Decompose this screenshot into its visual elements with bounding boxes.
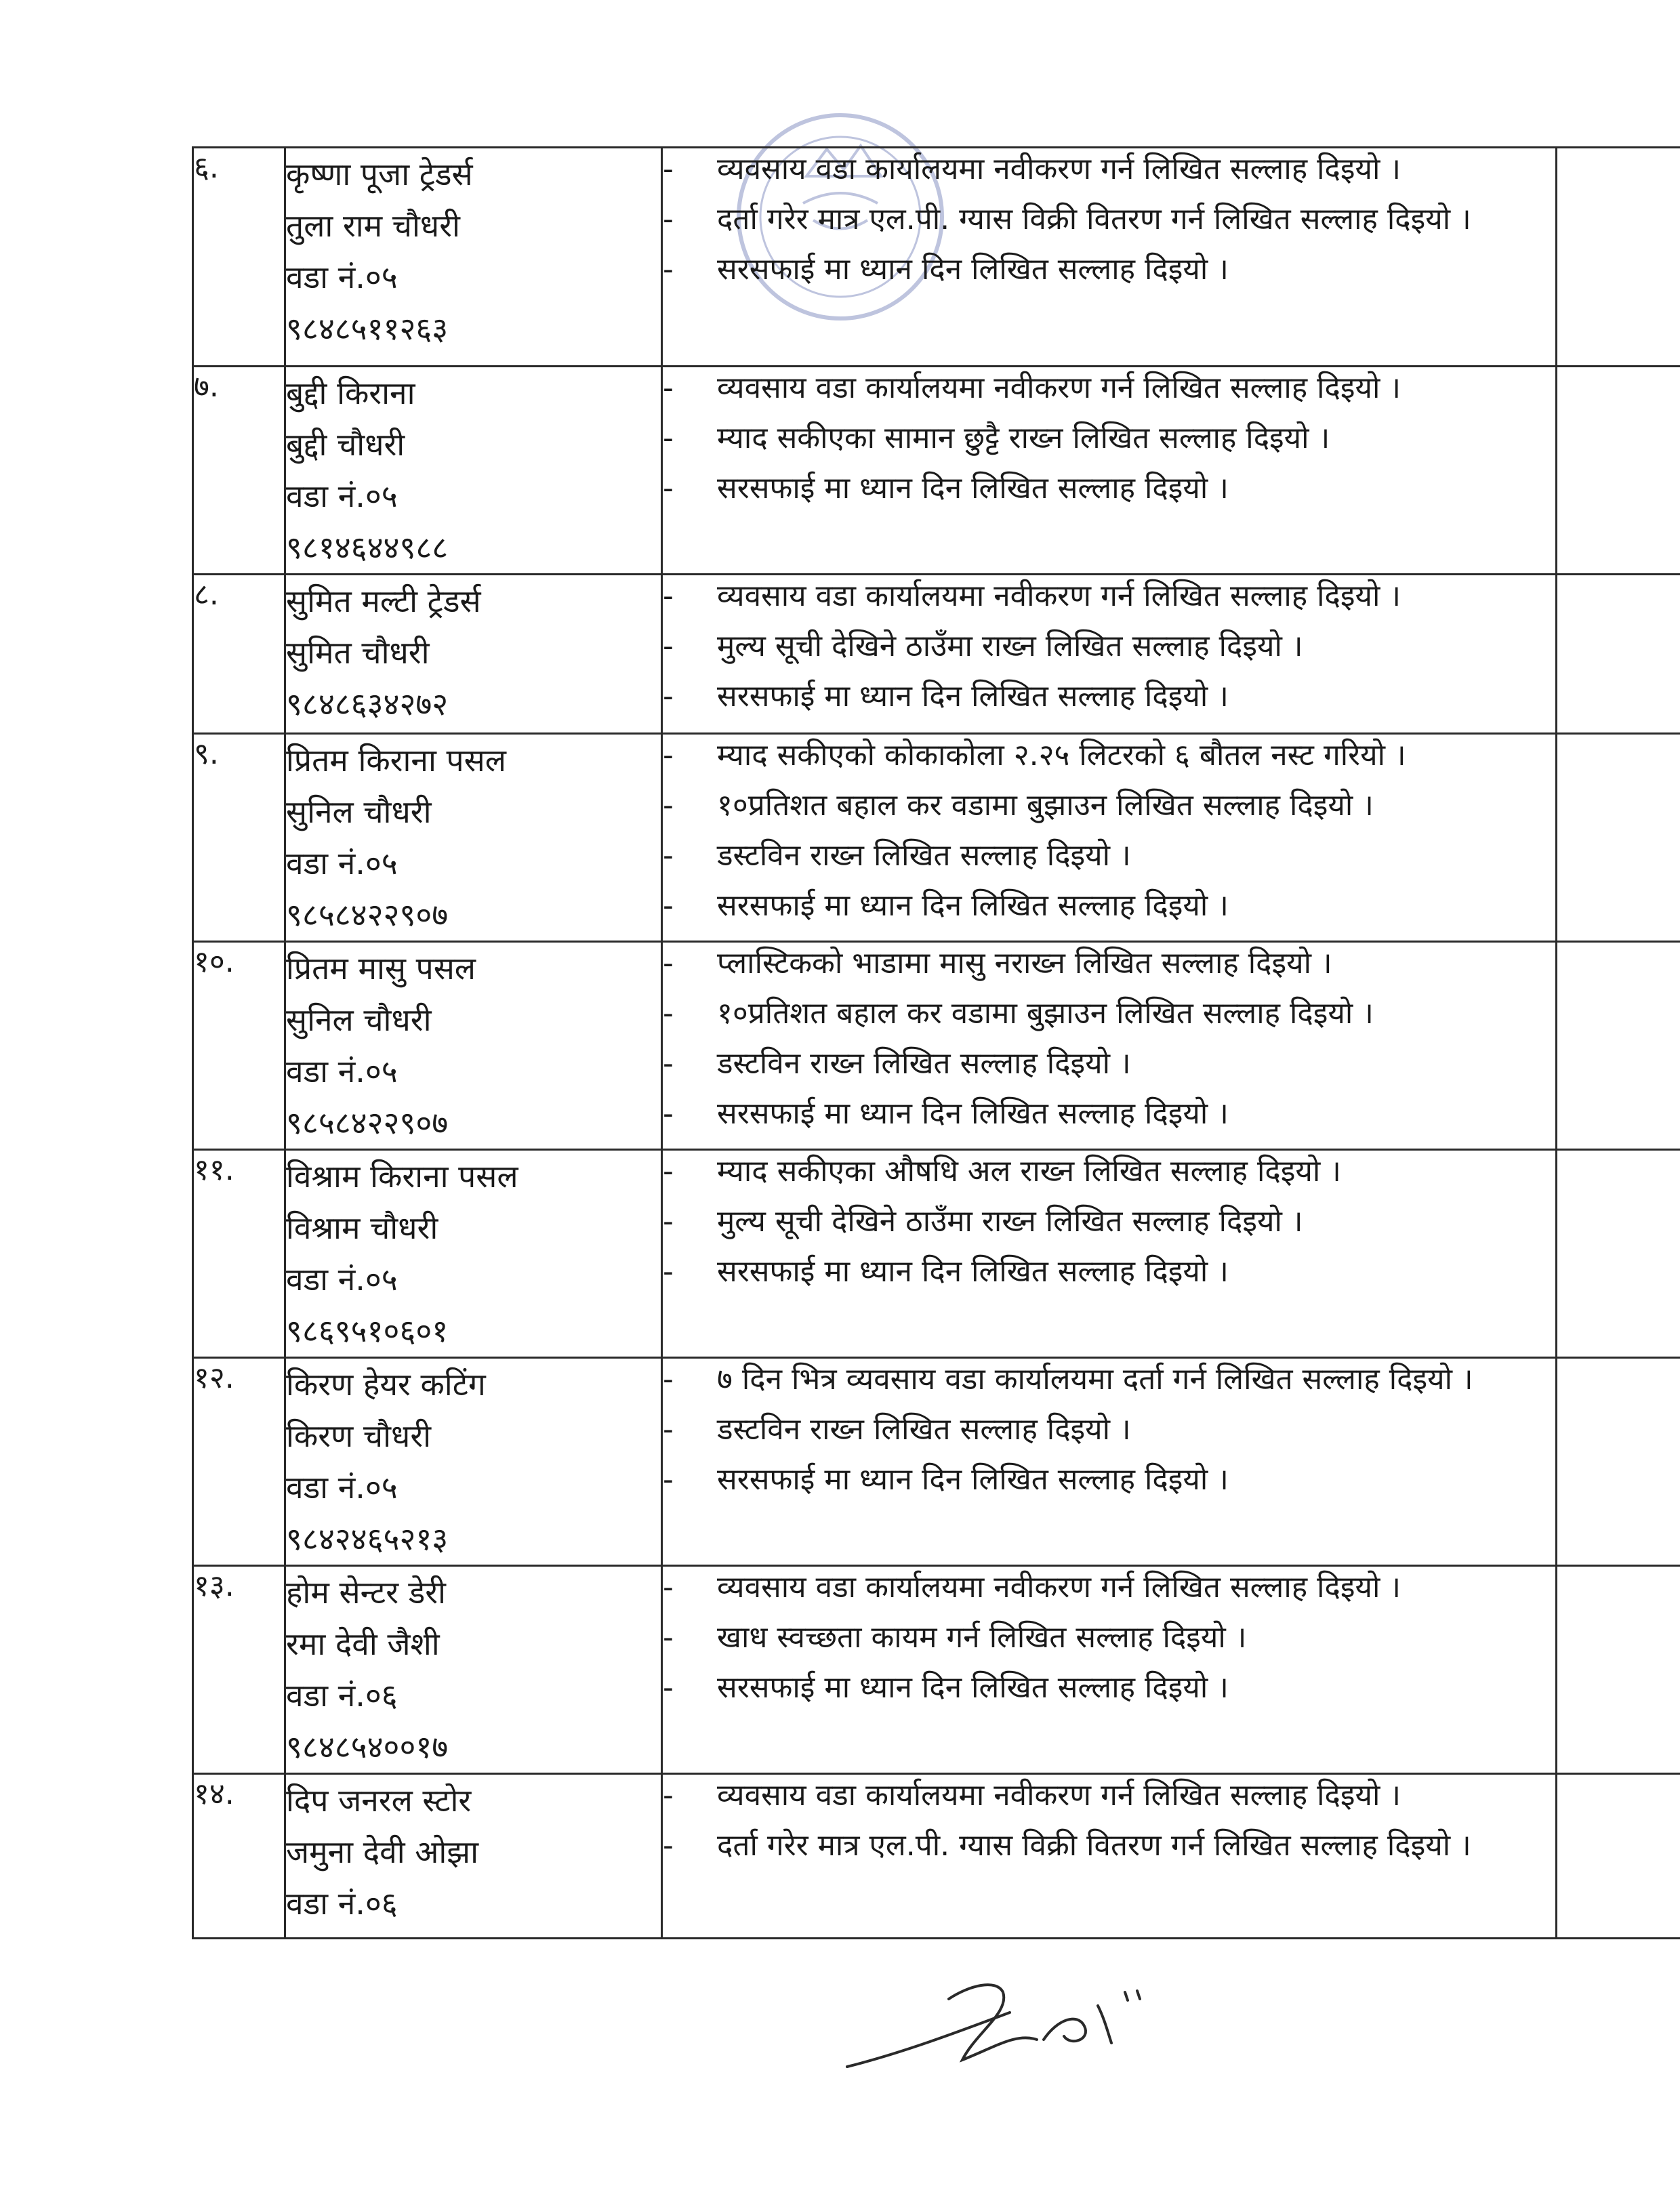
business-detail-line: तुला राम चौधरी [286, 207, 460, 244]
dash-bullet: - [663, 1204, 674, 1239]
advice-item [663, 468, 1555, 510]
advice-text: डस्टविन राख्न लिखित सल्लाह दिइयो । [717, 1046, 1131, 1081]
dash-bullet: - [663, 1462, 674, 1497]
advice-text: डस्टविन राख्न लिखित सल्लाह दिइयो । [717, 1412, 1131, 1447]
advice-text: सरसफाई मा ध्यान दिन लिखित सल्लाह दिइयो । [717, 1670, 1229, 1705]
advice-item [663, 885, 1555, 927]
business-detail-line: ९८१४६४४९८८ [286, 529, 449, 566]
serial-number: ६. [193, 148, 285, 367]
remarks-cell [1557, 1566, 1680, 1774]
advice-item [663, 993, 1555, 1035]
business-detail-line: प्रितम मासु पसल [286, 950, 476, 987]
advice-text: सरसफाई मा ध्यान दिन लिखित सल्लाह दिइयो । [717, 888, 1229, 923]
remarks-cell [1557, 942, 1680, 1150]
serial-number: १३. [193, 1566, 285, 1774]
advice-item [663, 575, 1555, 617]
advice-item [663, 199, 1555, 241]
table-row [193, 148, 1680, 367]
business-detail-line: ९८४२४६५२१३ [286, 1521, 449, 1557]
advice-text: खाध स्वच्छता कायम गर्न लिखित सल्लाह दिइयो । [717, 1620, 1247, 1655]
dash-bullet: - [663, 202, 674, 236]
business-details-cell [285, 1774, 662, 1939]
business-detail-line: ९८४८५४००१७ [286, 1729, 449, 1765]
dash-bullet: - [663, 996, 674, 1031]
advice-text: व्यवसाय वडा कार्यालयमा नवीकरण गर्न लिखित सल्लाह दिइयो । [717, 1778, 1401, 1813]
advice-item [663, 785, 1555, 827]
dash-bullet: - [663, 152, 674, 186]
advice-cell [662, 575, 1557, 734]
remarks-cell [1557, 367, 1680, 575]
advice-text: सरसफाई मा ध्यान दिन लिखित सल्लाह दिइयो । [717, 1254, 1229, 1289]
remarks-cell [1557, 1358, 1680, 1566]
table-row [193, 942, 1680, 1150]
advice-item [663, 367, 1555, 409]
dash-bullet: - [663, 421, 674, 455]
dash-bullet: - [663, 1412, 674, 1447]
advice-item [663, 1617, 1555, 1659]
dash-bullet: - [663, 738, 674, 772]
business-details-cell [285, 1150, 662, 1358]
business-details-cell [285, 1566, 662, 1774]
business-detail-line: सुमित चौधरी [286, 634, 430, 671]
advice-cell [662, 1774, 1557, 1939]
advice-cell [662, 148, 1557, 367]
advice-item [663, 1567, 1555, 1609]
dash-bullet: - [663, 1828, 674, 1863]
table-row [193, 1358, 1680, 1566]
advice-cell [662, 367, 1557, 575]
dash-bullet: - [663, 1096, 674, 1131]
business-detail-line: जमुना देवी ओझा [286, 1834, 478, 1870]
inspection-table-body [193, 148, 1680, 1939]
advice-text: १०प्रतिशत बहाल कर वडामा बुझाउन लिखित सल्लाह दिइयो । [717, 788, 1374, 823]
advice-cell [662, 1358, 1557, 1566]
serial-number: ७. [193, 367, 285, 575]
dash-bullet: - [663, 788, 674, 823]
serial-number: ८. [193, 575, 285, 734]
dash-bullet: - [663, 1154, 674, 1189]
business-detail-line: सुनिल चौधरी [286, 793, 432, 830]
business-detail-line: ९८५८४२२९०७ [286, 1105, 449, 1141]
business-detail-line: ९८५८४२२९०७ [286, 896, 449, 933]
business-detail-line: वडा नं.०५ [286, 478, 398, 514]
dash-bullet: - [663, 1046, 674, 1081]
advice-text: सरसफाई मा ध्यान दिन लिखित सल्लाह दिइयो । [717, 252, 1229, 287]
table-row [193, 1566, 1680, 1774]
remarks-cell [1557, 575, 1680, 734]
business-detail-line: सुमित मल्टी ट्रेडर्स [286, 583, 481, 619]
advice-text: दर्ता गरेर मात्र एल.पी. ग्यास विक्री वितरण गर्न लिखित सल्लाह दिइयो । [717, 202, 1471, 236]
business-detail-line: विश्राम चौधरी [286, 1210, 438, 1246]
business-detail-line: वडा नं.०५ [286, 259, 398, 295]
business-detail-line: वडा नं.०६ [286, 1885, 398, 1922]
advice-text: दर्ता गरेर मात्र एल.पी. ग्यास विक्री वितरण गर्न लिखित सल्लाह दिइयो । [717, 1828, 1471, 1863]
dash-bullet: - [663, 679, 674, 714]
business-detail-line: विश्राम किराना पसल [286, 1158, 518, 1195]
advice-text: व्यवसाय वडा कार्यालयमा नवीकरण गर्न लिखित सल्लाह दिइयो । [717, 1570, 1401, 1605]
business-detail-line: होम सेन्टर डेरी [286, 1574, 446, 1611]
dash-bullet: - [663, 371, 674, 405]
advice-item [663, 1409, 1555, 1451]
business-detail-line: बुद्दी किराना [286, 375, 415, 411]
dash-bullet: - [663, 1778, 674, 1813]
advice-item [663, 1151, 1555, 1193]
dash-bullet: - [663, 1254, 674, 1289]
business-detail-line: किरण चौधरी [286, 1418, 432, 1454]
table-row [193, 367, 1680, 575]
advice-text: व्यवसाय वडा कार्यालयमा नवीकरण गर्न लिखित सल्लाह दिइयो । [717, 152, 1401, 186]
advice-text: व्यवसाय वडा कार्यालयमा नवीकरण गर्न लिखित सल्लाह दिइयो । [717, 371, 1401, 405]
serial-number: ११. [193, 1150, 285, 1358]
serial-number: १४. [193, 1774, 285, 1939]
advice-item [663, 417, 1555, 459]
dash-bullet: - [663, 252, 674, 287]
advice-cell [662, 1566, 1557, 1774]
advice-cell [662, 1150, 1557, 1358]
remarks-cell [1557, 148, 1680, 367]
dash-bullet: - [663, 1362, 674, 1397]
advice-text: म्याद सकीएको कोकाकोला २.२५ लिटरको ६ बौतल नस्ट गरियो । [717, 738, 1406, 772]
business-detail-line: वडा नं.०६ [286, 1677, 398, 1714]
business-detail-line: दिप जनरल स्टोर [286, 1782, 472, 1819]
remarks-cell [1557, 734, 1680, 942]
table-row [193, 1150, 1680, 1358]
advice-cell [662, 942, 1557, 1150]
advice-item [663, 1825, 1555, 1867]
business-detail-line: वडा नं.०५ [286, 1469, 398, 1506]
advice-item [663, 1093, 1555, 1135]
advice-item [663, 1775, 1555, 1817]
business-detail-line: कृष्णा पूजा ट्रेडर्स [286, 156, 473, 192]
business-details-cell [285, 575, 662, 734]
advice-item [663, 1459, 1555, 1501]
advice-text: म्याद सकीएका सामान छुट्टै राख्न लिखित सल्लाह दिइयो । [717, 421, 1330, 455]
dash-bullet: - [663, 629, 674, 663]
advice-item [663, 676, 1555, 718]
advice-text: म्याद सकीएका औषधि अल राख्न लिखित सल्लाह दिइयो । [717, 1154, 1341, 1189]
dash-bullet: - [663, 1670, 674, 1705]
dash-bullet: - [663, 579, 674, 613]
business-detail-line: प्रितम किराना पसल [286, 742, 506, 779]
advice-item [663, 735, 1555, 777]
dash-bullet: - [663, 946, 674, 981]
advice-text: प्लास्टिकको भाडामा मासु नराख्न लिखित सल्लाह दिइयो । [717, 946, 1332, 981]
business-details-cell [285, 1358, 662, 1566]
business-detail-line: बुद्दी चौधरी [286, 426, 405, 463]
business-details-cell [285, 148, 662, 367]
business-details-cell [285, 942, 662, 1150]
serial-number: ९. [193, 734, 285, 942]
dash-bullet: - [663, 838, 674, 873]
advice-item [663, 1251, 1555, 1293]
inspection-table [192, 146, 1680, 1939]
advice-item [663, 625, 1555, 667]
advice-item [663, 249, 1555, 291]
advice-item [663, 835, 1555, 877]
business-details-cell [285, 367, 662, 575]
dash-bullet: - [663, 888, 674, 923]
advice-text: मुल्य सूची देखिने ठाउँमा राख्न लिखित सल्लाह दिइयो । [717, 629, 1303, 663]
advice-item [663, 1359, 1555, 1401]
advice-text: डस्टविन राख्न लिखित सल्लाह दिइयो । [717, 838, 1131, 873]
remarks-cell [1557, 1150, 1680, 1358]
signature [840, 1958, 1220, 2080]
advice-text: सरसफाई मा ध्यान दिन लिखित सल्लाह दिइयो । [717, 1462, 1229, 1497]
advice-item [663, 148, 1555, 190]
business-detail-line: ९८४८६३४२७२ [286, 686, 449, 722]
table-row [193, 1774, 1680, 1939]
advice-item [663, 1043, 1555, 1085]
advice-text: व्यवसाय वडा कार्यालयमा नवीकरण गर्न लिखित सल्लाह दिइयो । [717, 579, 1401, 613]
dash-bullet: - [663, 471, 674, 505]
dash-bullet: - [663, 1570, 674, 1605]
business-detail-line: वडा नं.०५ [286, 1261, 398, 1298]
serial-number: १०. [193, 942, 285, 1150]
advice-text: ७ दिन भित्र व्यवसाय वडा कार्यालयमा दर्ता गर्न लिखित सल्लाह दिइयो । [717, 1362, 1473, 1397]
business-details-cell [285, 734, 662, 942]
business-detail-line: ९८४८५११२६३ [286, 310, 449, 347]
table-row [193, 575, 1680, 734]
advice-text: मुल्य सूची देखिने ठाउँमा राख्न लिखित सल्लाह दिइयो । [717, 1204, 1303, 1239]
dash-bullet: - [663, 1620, 674, 1655]
remarks-cell [1557, 1774, 1680, 1939]
advice-item [663, 1201, 1555, 1243]
business-detail-line: रमा देवी जैशी [286, 1626, 440, 1662]
advice-text: सरसफाई मा ध्यान दिन लिखित सल्लाह दिइयो । [717, 1096, 1229, 1131]
advice-text: सरसफाई मा ध्यान दिन लिखित सल्लाह दिइयो । [717, 471, 1229, 505]
table-row [193, 734, 1680, 942]
business-detail-line: वडा नं.०५ [286, 845, 398, 882]
business-detail-line: ९८६९५१०६०१ [286, 1313, 449, 1349]
business-detail-line: वडा नं.०५ [286, 1053, 398, 1090]
business-detail-line: किरण हेयर कटिंग [286, 1366, 486, 1403]
advice-text: १०प्रतिशत बहाल कर वडामा बुझाउन लिखित सल्लाह दिइयो । [717, 996, 1374, 1031]
advice-text: सरसफाई मा ध्यान दिन लिखित सल्लाह दिइयो । [717, 679, 1229, 714]
business-detail-line: सुनिल चौधरी [286, 1002, 432, 1038]
advice-cell [662, 734, 1557, 942]
advice-item [663, 1667, 1555, 1709]
serial-number: १२. [193, 1358, 285, 1566]
advice-item [663, 943, 1555, 985]
